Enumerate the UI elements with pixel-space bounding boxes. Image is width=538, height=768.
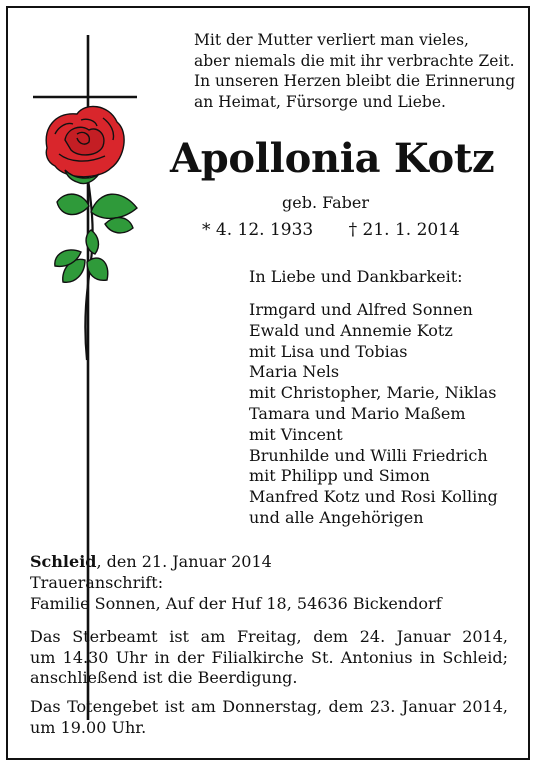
cross-rose-illustration: [25, 30, 150, 730]
birth-date: * 4. 12. 1933: [202, 220, 314, 240]
place-date-line: [30, 552, 272, 573]
place-name: Schleid: [30, 552, 97, 571]
prayer-line: um 19.00 Uhr.: [30, 717, 147, 737]
birth-name: geb. Faber: [282, 193, 370, 212]
mourner-line: Ewald und Annemie Kotz: [249, 320, 453, 340]
mourner-line: mit Christopher, Marie, Niklas: [249, 383, 497, 403]
mourner-line: mit Lisa und Tobias: [249, 341, 408, 361]
mourners-intro: In Liebe und Dankbarkeit:: [249, 267, 463, 286]
mourning-address: Familie Sonnen, Auf der Huf 18, 54636 Bickendorf: [30, 594, 442, 613]
mourner-line: und alle Angehörigen: [249, 507, 424, 527]
rose-leaves: [55, 194, 137, 282]
requiem-info: [30, 627, 508, 689]
requiem-line: anschließend ist die Beerdigung.: [30, 668, 298, 687]
prayer-line: Das Totengebet ist am Donnerstag, dem 23. Januar 2014,: [30, 697, 508, 716]
life-dates: [202, 219, 460, 241]
mourner-line: Tamara und Mario Maßem: [249, 403, 466, 423]
mourner-line: Manfred Kotz und Rosi Kolling: [249, 487, 498, 507]
deceased-name: Apollonia Kotz: [170, 135, 495, 182]
rose-bloom-icon: [46, 106, 124, 183]
memorial-quote: Mit der Mutter verliert man vieles, aber niemals die mit ihr verbrachte Zeit. In unseren Herzen bleibt die Erinnerung an Heimat, Fürsorge und Liebe.: [194, 31, 516, 111]
mourner-line: Irmgard und Alfred Sonnen: [249, 300, 473, 319]
address-label: Traueranschrift:: [30, 573, 164, 592]
mourner-line: Brunhilde und Willi Friedrich: [249, 445, 488, 465]
mourner-line: mit Vincent: [249, 424, 343, 444]
notice-date: , den 21. Januar 2014: [96, 552, 272, 571]
death-date: † 21. 1. 2014: [348, 220, 460, 240]
requiem-line: Das Sterbeamt ist am Freitag, dem 24. Januar 2014,: [30, 627, 508, 646]
mourner-line: Maria Nels: [249, 362, 340, 382]
mourner-line: mit Philipp und Simon: [249, 466, 430, 486]
prayer-info: [30, 697, 508, 738]
requiem-line: um 14.30 Uhr in der Filialkirche St. Antonius in Schleid;: [30, 647, 508, 667]
mourners-list: [249, 300, 498, 529]
